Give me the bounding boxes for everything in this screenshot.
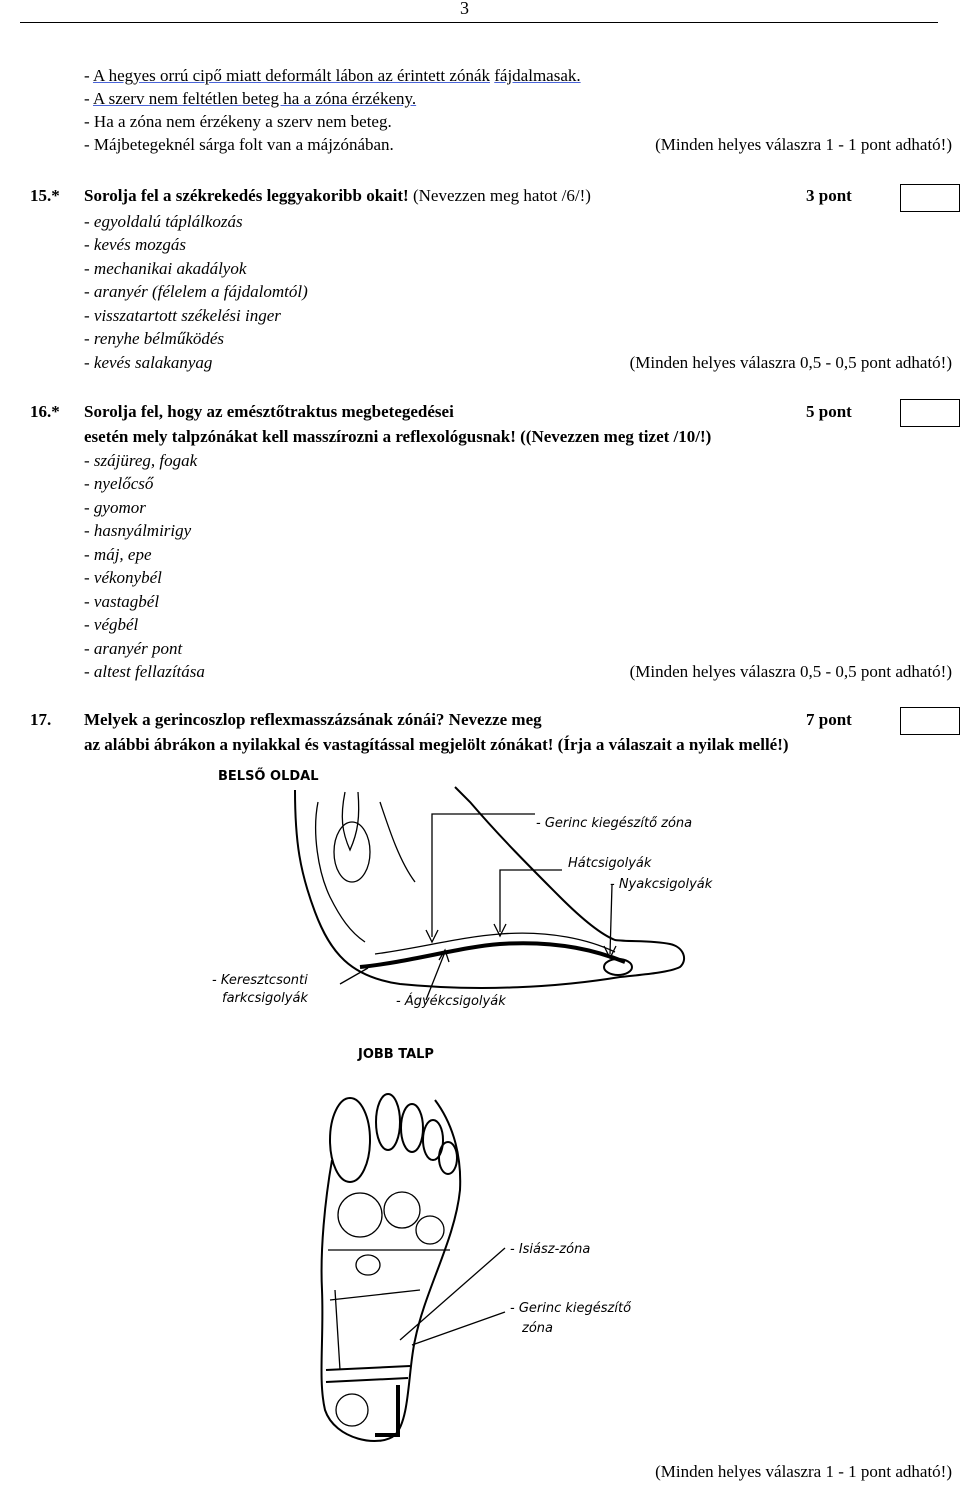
fifth-toe (439, 1142, 457, 1174)
label-hatcsigolyak: Hátcsigolyák (568, 856, 652, 871)
q15-number: 15.* (30, 186, 60, 205)
q15-answer-3: - mechanikai akadályok (84, 259, 247, 278)
label-isiasz-zona: - Isiász-zóna (510, 1242, 591, 1257)
q15-answer-2: - kevés mozgás (84, 235, 186, 254)
label-zona: zóna (522, 1321, 553, 1336)
sole-zone-1 (338, 1193, 382, 1237)
second-toe (376, 1094, 400, 1150)
heel-zone-circle (336, 1394, 368, 1426)
q16-answer-5: - máj, epe (84, 545, 152, 564)
q17-question-line2: az alábbi ábrákon a nyilakkal és vastagítással megjelölt zónákat! (Írja a válaszait a nyilak mellé!) (84, 735, 789, 754)
q16-scoring-note: (Minden helyes válaszra 0,5 - 0,5 pont adható!) (629, 662, 952, 681)
q15-answer-6: - renyhe bélműködés (84, 329, 225, 348)
q15-answer-4: - aranyér (félelem a fájdalomtól) (84, 282, 308, 301)
arrow-kereszt-line (340, 968, 368, 984)
q17-scoring-note: (Minden helyes válaszra 1 - 1 pont adható!) (655, 1462, 952, 1481)
intro-line-2 (84, 89, 416, 109)
q17-points: 7 pont (806, 710, 852, 729)
sole-zone-lines (328, 1250, 450, 1300)
q16-points: 5 pont (806, 402, 852, 421)
intro-line-2-prefix: - (84, 89, 93, 108)
arrow-agyek-line (426, 952, 445, 1000)
q16-answer-10: - altest fellazítása (84, 662, 205, 681)
figure1-title: BELSŐ OLDAL (218, 769, 319, 784)
q16-answer-2: - nyelőcső (84, 474, 154, 493)
right-sole-figure (280, 1040, 660, 1450)
heel-oval (334, 822, 370, 882)
q17-number: 17. (30, 710, 52, 729)
arrow-isiasz-line (400, 1248, 505, 1340)
intro-scoring-note: (Minden helyes válaszra 1 - 1 pont adható!) (655, 135, 952, 154)
q17-score-box[interactable] (900, 707, 960, 735)
q16-number: 16.* (30, 402, 60, 421)
q15-question-text: Sorolja fel a székrekedés leggyakoribb okait! (84, 186, 409, 205)
intro-line-1-text2: fájdalmasak. (494, 66, 581, 85)
q15-answer-7: - kevés salakanyag (84, 353, 213, 372)
intro-line-3: - Ha a zóna nem érzékeny a szerv nem beteg. (84, 112, 392, 131)
label-agyekcsigolyak: - Ágyékcsigolyák (396, 994, 506, 1009)
heel-curve-2 (380, 802, 415, 882)
q16-question-line2: esetén mely talpzónákat kell masszírozni a reflexológusnak! ((Nevezzen meg tizet /10/!) (84, 427, 712, 446)
q16-answer-6: - vékonybél (84, 568, 162, 587)
q15-hint: (Nevezzen meg hatot /6/!) (412, 186, 591, 205)
intro-line-2-text: A szerv nem feltétlen beteg ha a zóna érzékeny. (92, 89, 417, 108)
page-number: 3 (460, 0, 469, 18)
sole-zone-4 (356, 1255, 380, 1275)
third-toe (401, 1104, 423, 1152)
label-farkcsigolyak: farkcsigolyák (222, 991, 308, 1006)
label-keresztcsonti: - Keresztcsonti (212, 973, 308, 988)
q15-score-box[interactable] (900, 184, 960, 212)
arrow-gerinc-line (432, 814, 535, 937)
intro-line-1-text: A hegyes orrú cipő miatt deformált lábon az érintett zónák (92, 66, 490, 85)
intro-line-1 (84, 66, 581, 86)
foot-inner-side-figure (200, 762, 730, 1020)
q16-answer-4: - hasnyálmirigy (84, 521, 192, 540)
heel-band (326, 1366, 410, 1382)
spine-zone-thick (360, 943, 625, 967)
q16-answer-9: - aranyér pont (84, 639, 183, 658)
q15-question (84, 186, 591, 206)
q16-question-line1: Sorolja fel, hogy az emésztőtraktus megbetegedései (84, 402, 454, 421)
q16-answer-3: - gyomor (84, 498, 146, 517)
sole-vertical-line (335, 1290, 340, 1370)
q16-answer-7: - vastagbél (84, 592, 160, 611)
q17-question-line1: Melyek a gerincoszlop reflexmasszázsának zónái? Nevezze meg (84, 710, 542, 729)
q16-score-box[interactable] (900, 399, 960, 427)
header-rule (20, 22, 938, 23)
big-toe (330, 1098, 370, 1182)
q15-points: 3 pont (806, 186, 852, 205)
sole-zone-2 (384, 1192, 420, 1228)
q15-scoring-note: (Minden helyes válaszra 0,5 - 0,5 pont adható!) (629, 353, 952, 372)
arrow-nyak-line (610, 885, 612, 954)
sole-zone-3 (416, 1216, 444, 1244)
label-gerinc-kiegeszito-sole: - Gerinc kiegészítő (510, 1301, 632, 1316)
ankle-curve (342, 792, 358, 850)
q15-answer-1: - egyoldalú táplálkozás (84, 212, 243, 231)
q15-answer-5: - visszatartott székelési inger (84, 306, 281, 325)
spine-zone-thick-sole (375, 1385, 398, 1435)
intro-line-4: - Májbetegeknél sárga folt van a májzónában. (84, 135, 394, 154)
arrow-hat-line (500, 870, 562, 932)
q16-answer-1: - szájüreg, fogak (84, 451, 198, 470)
label-gerinc-kiegeszito: - Gerinc kiegészítő zóna (536, 816, 693, 831)
label-nyakcsigolyak: - Nyakcsigolyák (610, 877, 713, 892)
figure2-title: JOBB TALP (358, 1047, 434, 1062)
intro-line-1-prefix: - (84, 66, 93, 85)
q16-answer-8: - végbél (84, 615, 139, 634)
